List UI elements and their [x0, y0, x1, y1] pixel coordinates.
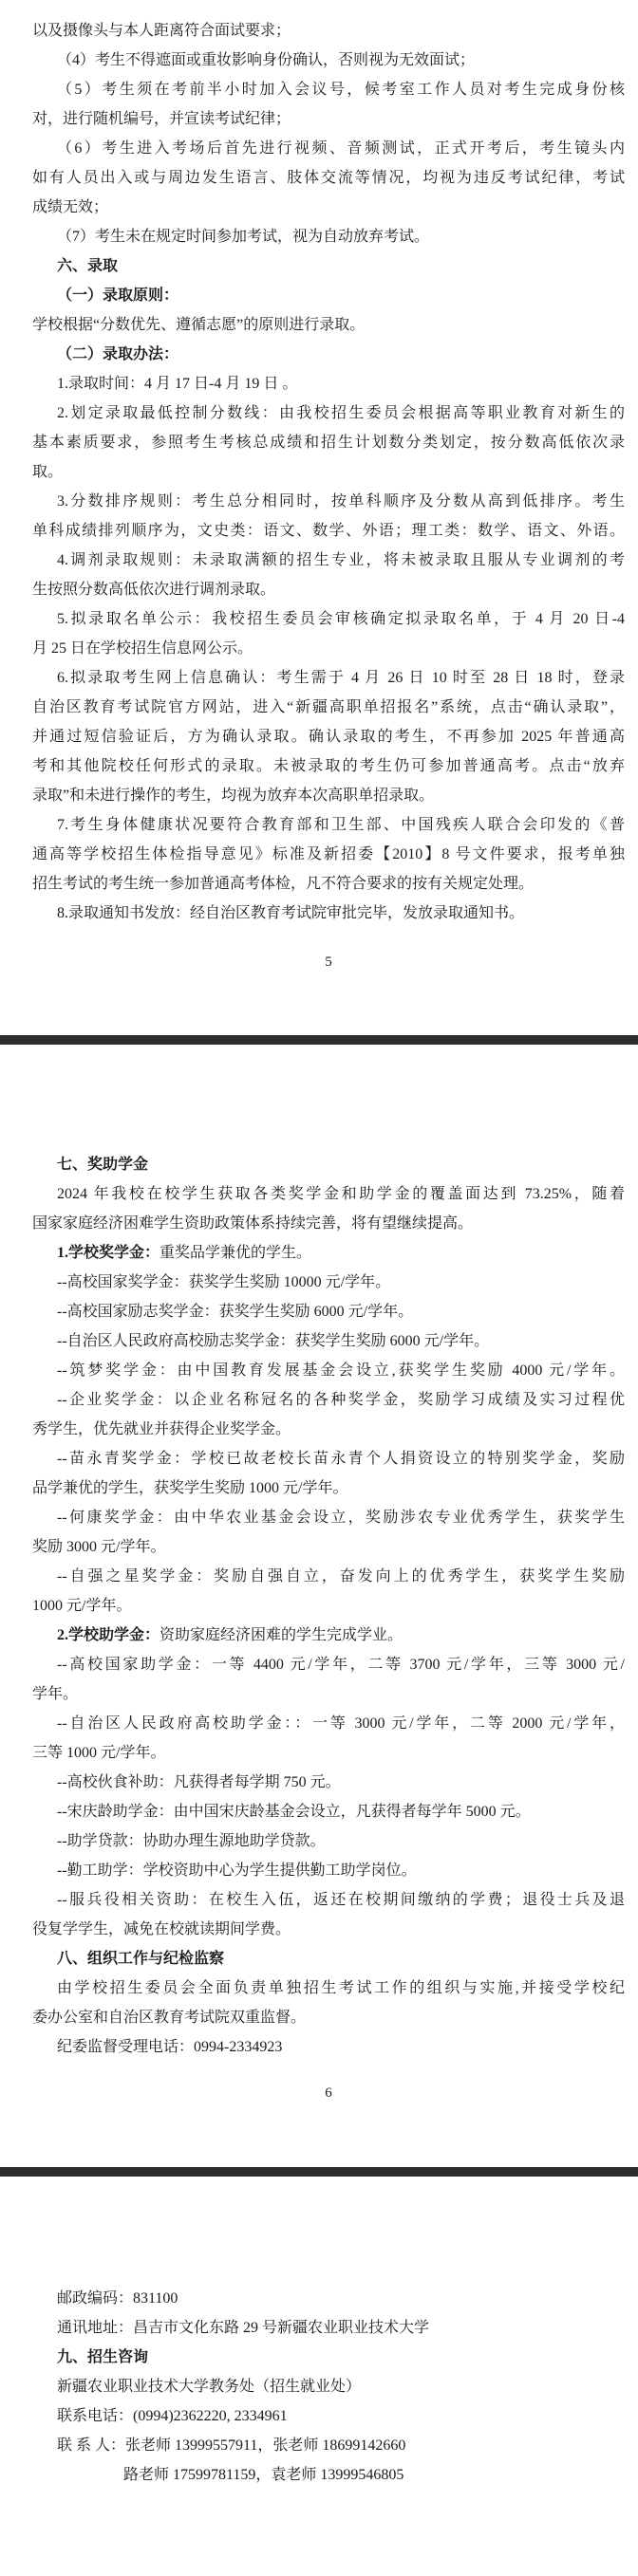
text-line: 并通过短信验证后，方为确认录取。确认录取的考生，不再参加 2025 年普通高 — [32, 729, 625, 745]
text-line: 六、录取 — [57, 258, 119, 274]
text-line: （一）录取原则： — [57, 287, 179, 304]
text-line: 成绩无效； — [32, 199, 109, 215]
text-line: 役复学学生，减免在校就读期间学费。 — [32, 1921, 291, 1937]
text-line: 对，进行随机编号，并宣读考试纪律； — [32, 111, 291, 127]
text-line: （7）考生未在规定时间参加考试，视为自动放弃考试。 — [57, 229, 430, 245]
text-line: 8.录取通知书发放：经自治区教育考试院审批完毕，发放录取通知书。 — [57, 905, 525, 921]
text-line: --自治区人民政府高校励志奖学金：获奖学生奖励 6000 元/学年。 — [57, 1333, 490, 1349]
text-line: 国家家庭经济困难学生资助政策体系持续完善，将有望继续提高。 — [32, 1215, 474, 1232]
text-line: 自治区教育考试院官方网站，进入“新疆高职单招报名”系统，点击“确认录取”， — [32, 699, 625, 715]
text-line: --自治区人民政府高校助学金：：一等 3000 元/学年，二等 2000 元/学年， — [57, 1715, 625, 1732]
text-line: 品学兼优的学生，获奖学生奖励 1000 元/学年。 — [32, 1480, 348, 1496]
text-line: 新疆农业职业技术大学教务处（招生就业处） — [57, 2379, 362, 2395]
text-line: 秀学生，优先就业并获得企业奖学金。 — [32, 1421, 291, 1437]
text-line: 1000 元/学年。 — [32, 1598, 132, 1614]
text-line: 基本素质要求，参照考生考核总成绩和招生计划数分类划定，按分数高低依次录 — [32, 435, 625, 451]
text-line: 3.分数排序规则：考生总分相同时，按单科顺序及分数从高到低排序。考生 — [57, 493, 625, 510]
text-line: 奖励 3000 元/学年。 — [32, 1539, 166, 1555]
text-line: （4）考生不得遮面或重妆影响身份确认，否则视为无效面试； — [57, 52, 476, 68]
page-separator — [0, 2167, 638, 2177]
text-line: 6.拟录取考生网上信息确认：考生需于 4 月 26 日 10 时至 28 日 18 时，登录 — [57, 670, 625, 686]
text-line: 如有人员出入或与周边发生语言、肢体交流等情况，均视为违反考试纪律，考试 — [32, 170, 625, 186]
page-number: 5 — [325, 954, 332, 970]
text-line: 纪委监督受理电话：0994-2334923 — [57, 2039, 283, 2055]
text-line: 邮政编码：831100 — [57, 2290, 178, 2307]
text-line: --何康奖学金：由中华农业基金会设立，奖励涉农专业优秀学生，获奖学生 — [57, 1510, 625, 1526]
text-line: 联系电话：(0994)2362220, 2334961 — [57, 2408, 288, 2424]
page-separator — [0, 1035, 638, 1045]
text-line: 七、奖助学金 — [57, 1157, 149, 1173]
text-line: --高校国家助学金：一等 4400 元/学年，二等 3700 元/学年，三等 3000 元/ — [57, 1657, 625, 1673]
text-line: 月 25 日在学校招生信息网公示。 — [32, 640, 253, 657]
text-line: 通讯地址：昌吉市文化东路 29 号新疆农业职业技术大学 — [57, 2320, 430, 2336]
text-line: --高校伙食补助：凡获得者每学期 750 元。 — [57, 1774, 341, 1790]
text-line: --企业奖学金：以企业名称冠名的各种奖学金，奖励学习成绩及实习过程优 — [57, 1392, 625, 1408]
text-line: 生按照分数高低依次进行调剂录取。 — [32, 582, 276, 598]
bold-run: 1.学校奖学金： — [57, 1245, 160, 1261]
text-line: --高校国家奖学金：获奖学生奖励 10000 元/学年。 — [57, 1274, 391, 1290]
text-line: 由学校招生委员会全面负责单独招生考试工作的组织与实施,并接受学校纪 — [57, 1980, 625, 1996]
text-line: （5）考生须在考前半小时加入会议号，候考室工作人员对考生完成身份核 — [57, 82, 625, 98]
text-line: 1.录取时间：4 月 17 日-4 月 19 日 。 — [57, 376, 298, 392]
text-line: 学校根据“分数优先、遵循志愿”的原则进行录取。 — [32, 317, 366, 333]
text-line: 九、招生咨询 — [57, 2349, 149, 2365]
text-line: --苗永青奖学金：学校已故老校长苗永青个人捐资设立的特别奖学金，奖励 — [57, 1451, 625, 1467]
document-page — [0, 2177, 638, 2576]
text-line: --高校国家励志奖学金：获奖学生奖励 6000 元/学年。 — [57, 1304, 414, 1320]
text-line: 以及摄像头与本人距离符合面试要求； — [32, 23, 291, 39]
text-line: （6）考生进入考场后首先进行视频、音频测试，正式开考后，考生镜头内 — [57, 140, 625, 157]
document-page — [0, 0, 638, 1035]
text-line: --服兵役相关资助：在校生入伍，返还在校期间缴纳的学费；退役士兵及退 — [57, 1892, 625, 1908]
text-line: 2.学校助学金：资助家庭经济困难的学生完成学业。 — [57, 1627, 403, 1643]
bold-run: 2.学校助学金： — [57, 1627, 160, 1643]
text-line: 八、组织工作与纪检监察 — [57, 1951, 225, 1967]
text-line: 招生考试的考生统一参加普通高考体检，凡不符合要求的按有关规定处理。 — [32, 876, 535, 892]
text-line: 录取”和未进行操作的考生，均视为放弃本次高职单招录取。 — [32, 788, 435, 804]
document-page — [0, 1045, 638, 2167]
text-line: --勤工助学：学校资助中心为学生提供勤工助学岗位。 — [57, 1863, 417, 1879]
text-line: （二）录取办法： — [57, 346, 179, 362]
text-line: --自强之星奖学金：奖励自强自立，奋发向上的优秀学生，获奖学生奖励 — [57, 1568, 625, 1585]
text-line: 取。 — [32, 464, 64, 480]
text-line: 联 系 人：张老师 13999557911，张老师 18699142660 — [57, 2437, 406, 2454]
text-line: 5.拟录取名单公示：我校招生委员会审核确定拟录取名单，于 4 月 20 日-4 — [57, 611, 625, 627]
text-line: 2.划定录取最低控制分数线：由我校招生委员会根据高等职业教育对新生的 — [57, 405, 625, 421]
text-line: 学年。 — [32, 1686, 79, 1702]
text-line: 1.学校奖学金：重奖品学兼优的学生。 — [57, 1245, 312, 1261]
text-line: 委办公室和自治区教育考试院双重监督。 — [32, 2010, 307, 2026]
text-line: 通高等学校招生体检指导意见》标准及新招委【2010】8 号文件要求，报考单独 — [32, 846, 625, 862]
text-line: --筑梦奖学金：由中国教育发展基金会设立,获奖学生奖励 4000 元/学年。 — [57, 1362, 625, 1379]
text-line: 单科成绩排列顺序为，文史类：语文、数学、外语；理工类：数学、语文、外语。 — [32, 523, 625, 539]
text-line: 路老师 17599781159，袁老师 13999546805 — [123, 2467, 404, 2483]
text-line: 考和其他院校任何形式的录取。未被录取的考生仍可参加普通高考。点击“放弃 — [32, 758, 625, 774]
text-line: 7.考生身体健康状况要符合教育部和卫生部、中国残疾人联合会印发的《普 — [57, 817, 625, 833]
page-number: 6 — [325, 2085, 332, 2101]
text-line: 三等 1000 元/学年。 — [32, 1745, 166, 1761]
text-line: 4.调剂录取规则：未录取满额的招生专业，将未被录取且服从专业调剂的考 — [57, 552, 625, 568]
text-line: 2024 年我校在校学生获取各类奖学金和助学金的覆盖面达到 73.25%，随着 — [57, 1186, 625, 1202]
text-line: --助学贷款：协助办理生源地助学贷款。 — [57, 1833, 326, 1849]
text-line: --宋庆龄助学金：由中国宋庆龄基金会设立，凡获得者每学年 5000 元。 — [57, 1804, 531, 1820]
